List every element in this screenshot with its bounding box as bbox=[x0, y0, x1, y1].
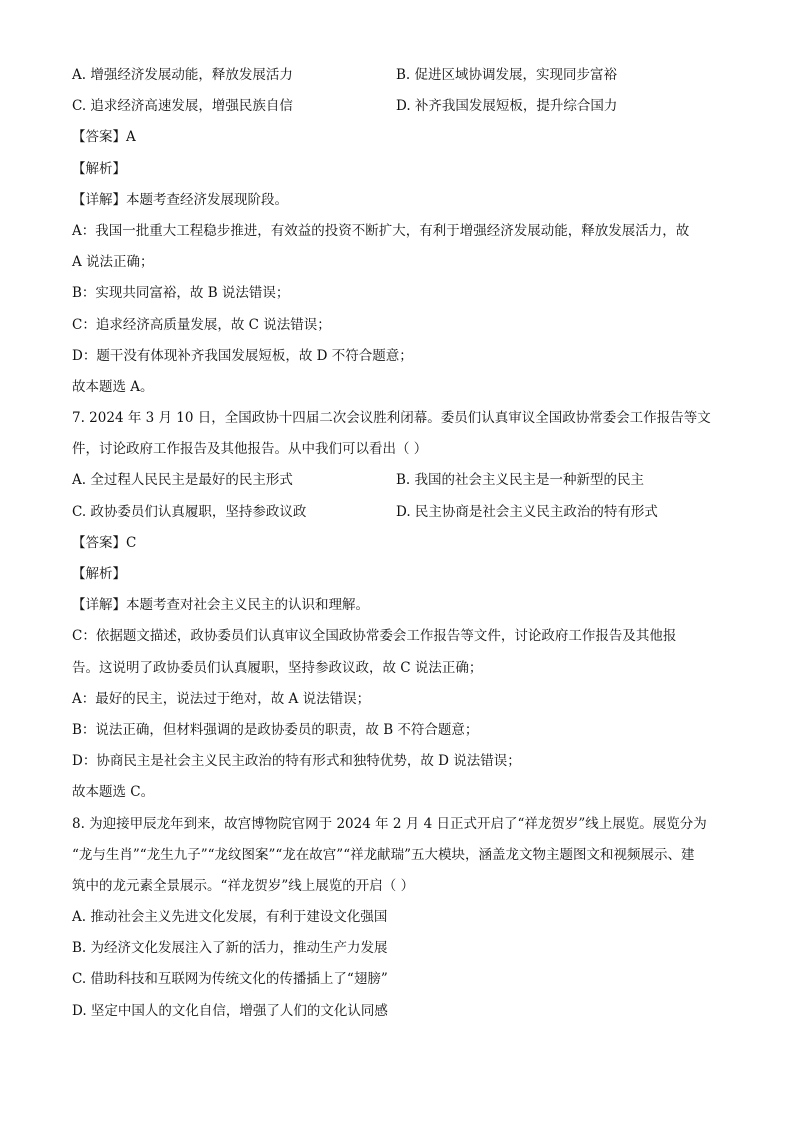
q6-detail: 【详解】本题考查经济发展现阶段。 bbox=[72, 191, 288, 208]
q7-stem-line: 件，讨论政府工作报告及其他报告。从中我们可以看出（ ） bbox=[72, 441, 428, 458]
q7-analysis-label: 【解析】 bbox=[72, 566, 126, 582]
q6-option-a: A. 增强经济发展动能，释放发展活力 bbox=[72, 67, 293, 83]
q6-conclusion: 故本题选 A。 bbox=[72, 378, 154, 395]
q7-option-row-2 bbox=[72, 497, 722, 528]
q7-stem-line: 7. 2024 年 3 月 10 日，全国政协十四届二次会议胜利闭幕。委员们认真审议全国政协常委会工作报告等文 bbox=[72, 410, 711, 427]
document-page bbox=[72, 60, 722, 1027]
q7-detail: 【详解】本题考查对社会主义民主的认识和理解。 bbox=[72, 597, 369, 614]
q7-explanation-line: 告。这说明了政协委员们认真履职，坚持参政议政，故 C 说法正确； bbox=[72, 659, 483, 676]
q7-option-a: A. 全过程人民民主是最好的民主形式 bbox=[72, 472, 293, 489]
q7-explanation-line: C：依据题文描述，政协委员们认真审议全国政协常委会工作报告等文件，讨论政府工作报告及其他报 bbox=[72, 628, 677, 645]
q7-explanation-line: D：协商民主是社会主义民主政治的特有形式和独特优势，故 D 说法错误； bbox=[72, 753, 521, 770]
q8-option-b: B. 为经济文化发展注入了新的活力，推动生产力发展 bbox=[72, 940, 388, 957]
q8-option-a: A. 推动社会主义先进文化发展，有利于建设文化强国 bbox=[72, 909, 388, 926]
q8-stem-line: 筑中的龙元素全景展示。“祥龙贺岁”线上展览的开启（ ） bbox=[72, 877, 415, 894]
q6-explanation-line: D：题干没有体现补齐我国发展短板，故 D 不符合题意； bbox=[72, 347, 413, 364]
q6-option-b: B. 促进区域协调发展，实现同步富裕 bbox=[396, 67, 618, 83]
q8-option-c: C. 借助科技和互联网为传统文化的传播插上了“翅膀” bbox=[72, 971, 388, 988]
q8-stem-line: “龙与生肖”“龙生九子”“龙纹图案”“龙在故宫”“祥龙献瑞”五大模块，涵盖龙文物主题图文和视频展示、建 bbox=[72, 846, 695, 863]
q7-option-row-1 bbox=[72, 465, 722, 496]
q7-option-d: D. 民主协商是社会主义民主政治的特有形式 bbox=[396, 503, 658, 520]
q6-explanation-line: B：实现共同富裕，故 B 说法错误； bbox=[72, 285, 290, 302]
q8-option-d: D. 坚定中国人的文化自信，增强了人们的文化认同感 bbox=[72, 1002, 388, 1019]
q6-option-c: C. 追求经济高速发展，增强民族自信 bbox=[72, 98, 293, 115]
q6-explanation-line: C：追求经济高质量发展，故 C 说法错误； bbox=[72, 316, 331, 333]
q6-answer: 【答案】A bbox=[72, 129, 136, 146]
q6-option-d: D. 补齐我国发展短板，提升综合国力 bbox=[396, 98, 618, 115]
q6-explanation-line: A 说法正确； bbox=[72, 254, 154, 271]
q6-option-row-2 bbox=[72, 91, 722, 122]
q6-explanation-line: A：我国一批重大工程稳步推进，有效益的投资不断扩大，有利于增强经济发展动能，释放发展活力，故 bbox=[72, 222, 690, 239]
q7-explanation-line: B：说法正确，但材料强调的是政协委员的职责，故 B 不符合题意； bbox=[72, 721, 479, 738]
q7-option-c: C. 政协委员们认真履职，坚持参政议政 bbox=[72, 503, 307, 520]
q8-stem-line: 8. 为迎接甲辰龙年到来，故宫博物院官网于 2024 年 2 月 4 日正式开启了“祥龙贺岁”线上展览。展览分为 bbox=[72, 815, 707, 832]
q7-option-b: B. 我国的社会主义民主是一种新型的民主 bbox=[396, 472, 645, 489]
q6-option-row-1 bbox=[72, 60, 722, 91]
q7-conclusion: 故本题选 C。 bbox=[72, 784, 155, 801]
q7-answer: 【答案】C bbox=[72, 534, 137, 551]
q7-explanation-line: A：最好的民主，说法过于绝对，故 A 说法错误； bbox=[72, 690, 371, 707]
q6-analysis-label: 【解析】 bbox=[72, 160, 126, 177]
